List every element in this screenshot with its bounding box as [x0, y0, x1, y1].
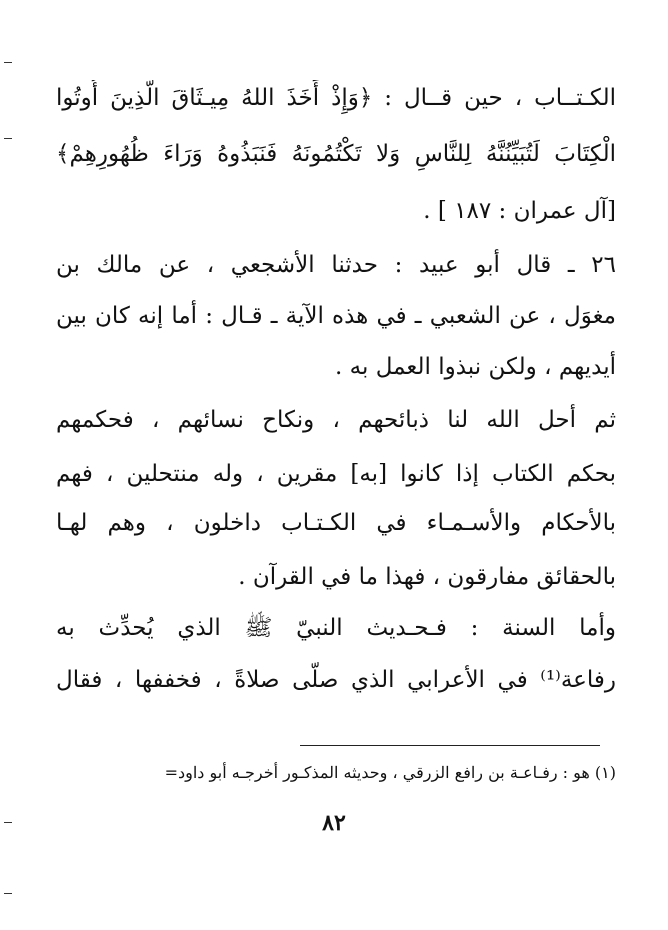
- text-line-3: [آل عمران : ١٨٧ ] .: [423, 198, 616, 224]
- footnote-separator: [300, 745, 600, 746]
- text-line-10: بالحقائق مفارقون ، فهذا ما في القرآن .: [238, 564, 616, 590]
- text-line-2: الْكِتَابَ لَتُبَيِّنُنَّهُ لِلنَّاسِ وَلا تَكْتُمُونَهُ فَنَبَذُوهُ وَرَاءَ ظُهُورِهِمْ﴾: [56, 141, 616, 167]
- text-line-9: بالأحكام والأسـمـاء في الكـتـاب داخلون ، وهم لهـا: [56, 510, 616, 536]
- text-line-12: رفاعة⁽¹⁾ في الأعرابي الذي صلّى صلاةً ، فخففها ، فقال: [56, 667, 616, 693]
- margin-mark: [4, 62, 12, 63]
- margin-mark: [4, 138, 12, 139]
- text-line-4-paragraph-26: ٢٦ ـ قال أبو عبيد : حدثنا الأشجعي ، عن مالك بن: [56, 252, 616, 278]
- footnote: (١) هو : رفـاعـة بن رافع الزرقي ، وحديثه المذكـور أخرجـه أبو داود=: [164, 763, 616, 782]
- page-number: ٨٢: [322, 810, 346, 836]
- text-line-6: أيديهم ، ولكن نبذوا العمل به .: [335, 354, 616, 380]
- text-line-1: الكـتــاب ، حين قــال : ﴿وَإِذْ أَخَذَ اللهُ مِيـثَاقَ الَّذِينَ أُوتُوا: [56, 85, 616, 111]
- text-line-7: ثم أحل الله لنا ذبائحهم ، ونكاح نسائهم ، فحكمهم: [56, 407, 616, 433]
- text-line-11: وأما السنة : فـحـديث النبيّ ﷺ الذي يُحدِّث به: [56, 615, 616, 641]
- margin-mark: [4, 893, 12, 894]
- text-line-5: مغوَل ، عن الشعبي ـ في هذه الآية ـ قـال : أما إنه كان بين: [56, 303, 616, 329]
- text-line-8: بحكم الكتاب إذا كانوا [به] مقرين ، وله منتحلين ، فهم: [56, 461, 616, 487]
